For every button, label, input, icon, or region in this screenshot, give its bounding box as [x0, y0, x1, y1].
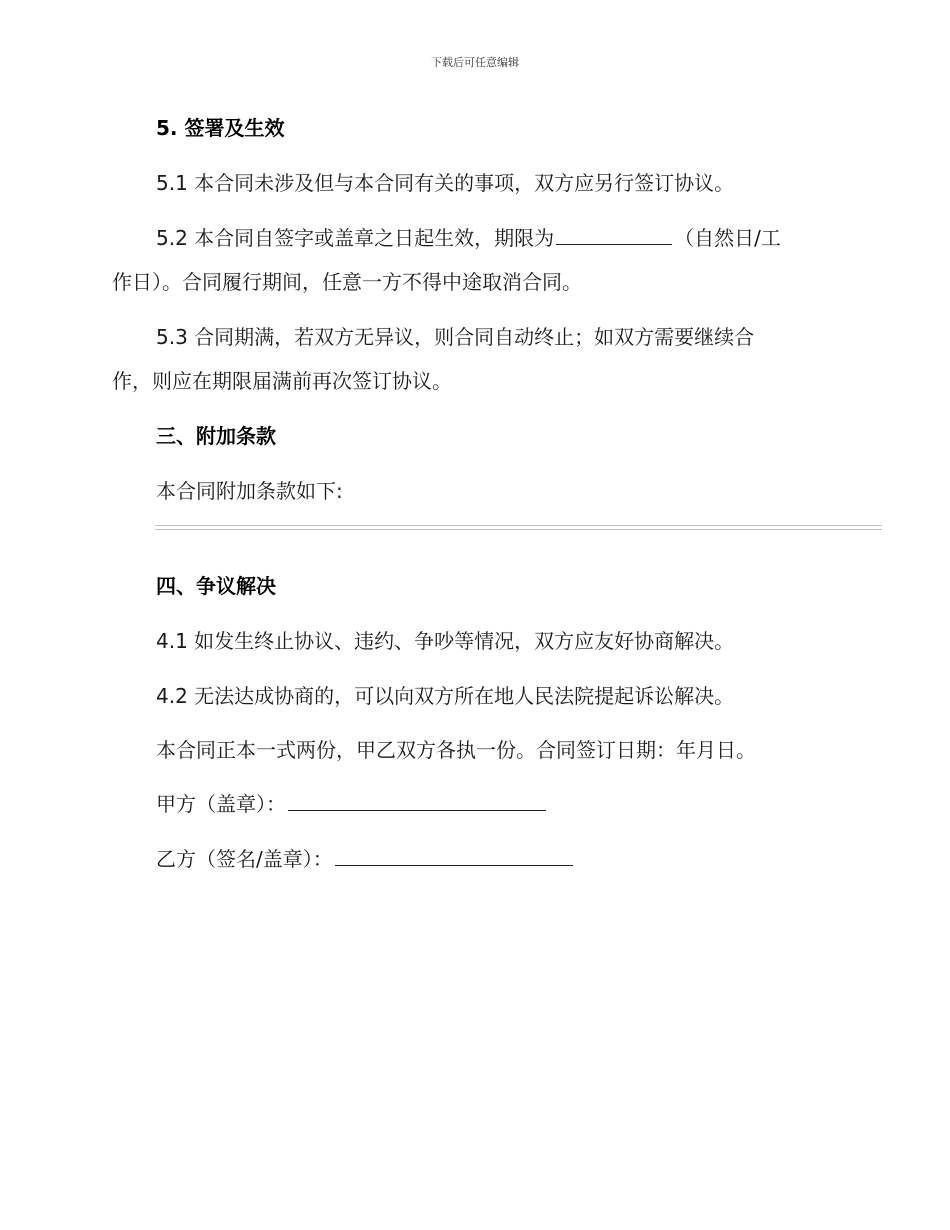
term-blank-line	[556, 224, 672, 245]
clause-4-1: 4.1 如发生终止协议、违约、争吵等情况，双方应友好协商解决。	[156, 629, 735, 653]
party-a-signature-line	[288, 790, 546, 811]
party-b-signature-row	[156, 845, 575, 873]
party-a-signature-row	[156, 790, 548, 818]
section-3-title: 三、附加条款	[156, 424, 276, 448]
party-a-label: 甲方（盖章）：	[156, 792, 286, 816]
clause-5-2-text-after-blank: （自然日/工	[674, 226, 781, 250]
header-note: 下载后可任意编辑	[431, 56, 519, 69]
clause-5-2-text-before-blank: 5.2 本合同自签字或盖章之日起生效，期限为	[156, 226, 555, 250]
clause-5-1: 5.1 本合同未涉及但与本合同有关的事项，双方应另行签订协议。	[156, 171, 735, 195]
clause-4-2: 4.2 无法达成协商的，可以向双方所在地人民法院提起诉讼解决。	[156, 684, 735, 708]
clause-5-3-line-1: 5.3 合同期满，若双方无异议，则合同自动终止；如双方需要继续合	[156, 325, 755, 349]
clause-5-2-line-1	[156, 224, 781, 252]
clause-5-2-line-2: 作日）。合同履行期间，任意一方不得中途取消合同。	[112, 270, 582, 294]
additional-terms-intro: 本合同附加条款如下:	[156, 479, 343, 503]
party-b-label: 乙方（签名/盖章）：	[156, 847, 333, 871]
copies-statement: 本合同正本一式两份，甲乙双方各执一份。合同签订日期：年月日。	[156, 738, 756, 762]
clause-5-3-line-2: 作，则应在期限届满前再次签订协议。	[112, 369, 452, 393]
section-4-title: 四、争议解决	[156, 574, 276, 598]
party-b-signature-line	[335, 845, 573, 866]
additional-terms-divider	[155, 525, 882, 530]
section-5-title: 5. 签署及生效	[156, 116, 285, 140]
